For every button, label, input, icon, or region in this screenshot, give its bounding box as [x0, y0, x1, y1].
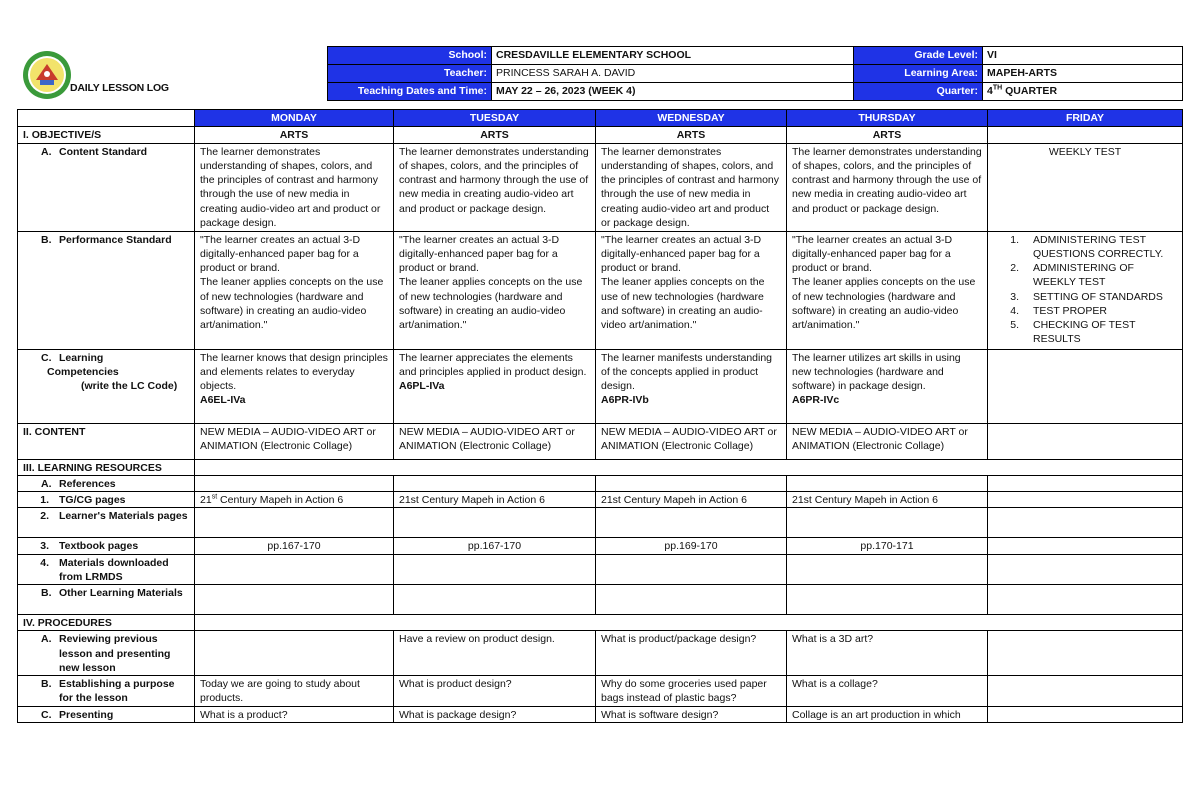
lrmds-label	[18, 554, 195, 585]
purpose-wednesday: Why do some groceries used paper bags instead of plastic bags?	[596, 676, 787, 707]
textbook-label	[18, 538, 195, 554]
list-text: TEST PROPER	[1033, 304, 1107, 317]
day-monday: MONDAY	[195, 110, 394, 127]
other-materials-row	[18, 585, 1183, 615]
quarter-text: QUARTER	[1002, 85, 1058, 98]
row-number: 1.	[40, 494, 49, 507]
list-number: 5.	[1010, 319, 1019, 332]
list-number: 4.	[1010, 304, 1019, 317]
review-monday	[195, 631, 394, 676]
objectives-section-label: I. OBJECTIVE/S	[18, 127, 195, 143]
other-materials-label	[18, 585, 195, 615]
competency-tuesday	[394, 349, 596, 423]
lc-code: A6PR-IVc	[792, 394, 840, 407]
teacher-label: Teacher:	[328, 65, 492, 83]
competency-text: The learner manifests understanding of the concepts applied in product design.	[601, 351, 773, 393]
procedures-section-label: IV. PROCEDURES	[18, 615, 195, 631]
list-item	[993, 290, 1177, 304]
ps-part2: The leaner applies concepts on the use of new technologies (hardware and software) in creating an audio-video art/animation."	[200, 276, 384, 332]
presenting-wednesday: What is software design?	[596, 707, 787, 723]
performance-standard-wednesday	[596, 231, 787, 349]
learners-wednesday	[596, 508, 787, 538]
row-number: 3.	[40, 540, 49, 553]
weekly-test-steps-list	[993, 233, 1177, 347]
list-number: 1.	[1010, 233, 1019, 246]
content-section-label: II. CONTENT	[18, 423, 195, 459]
row-label: Materials downloaded from LRMDS	[59, 556, 169, 583]
row-label: Learning	[59, 351, 104, 364]
content-standard-friday: WEEKLY TEST	[988, 143, 1183, 231]
learners-friday	[988, 508, 1183, 538]
quarter-value	[983, 83, 1183, 101]
resources-section-label: III. LEARNING RESOURCES	[18, 459, 195, 475]
row-letter: A.	[41, 477, 52, 490]
purpose-friday	[988, 676, 1183, 707]
content-standard-thursday: The learner demonstrates understanding of shapes, colors, and the principles of contrast and harmony through the use of new media in creating audio-video art and product or package design.	[787, 143, 988, 231]
content-wednesday: NEW MEDIA – AUDIO-VIDEO ART or ANIMATION (Electronic Collage)	[596, 423, 787, 459]
presenting-monday: What is a product?	[195, 707, 394, 723]
purpose-monday: Today we are going to study about products.	[195, 676, 394, 707]
row-number: 2.	[40, 510, 49, 523]
row-number: 4.	[40, 556, 49, 569]
subject-friday	[988, 127, 1183, 143]
review-friday	[988, 631, 1183, 676]
competency-text: The learner knows that design principles and elements relates to everyday objects.	[200, 351, 388, 393]
content-standard-tuesday: The learner demonstrates understanding of shapes, colors, and the principles of contrast and harmony through the use of new media in creating audio-video art and product or package design.	[394, 143, 596, 231]
row-label: Performance Standard	[59, 233, 172, 246]
objectives-row	[18, 127, 1183, 143]
row-letter: B.	[41, 233, 52, 246]
subject-thursday: ARTS	[787, 127, 988, 143]
learning-area-label: Learning Area:	[854, 65, 983, 83]
content-standard-monday: The learner demonstrates understanding of shapes, colors, and the principles of contrast and harmony through the use of new media in creating audio-video art and product or package design.	[195, 143, 394, 231]
references-friday	[988, 475, 1183, 491]
lc-code: A6PR-IVb	[601, 394, 649, 407]
day-tuesday: TUESDAY	[394, 110, 596, 127]
presenting-tuesday: What is package design?	[394, 707, 596, 723]
performance-standard-friday	[988, 231, 1183, 349]
tgcg-ordinal-suffix: st	[211, 493, 218, 501]
presenting-row	[18, 707, 1183, 723]
day-thursday: THURSDAY	[787, 110, 988, 127]
lc-code: A6EL-IVa	[200, 394, 246, 407]
list-number: 3.	[1010, 290, 1019, 303]
competency-monday	[195, 349, 394, 423]
competency-friday	[988, 349, 1183, 423]
list-item	[993, 318, 1177, 347]
procedures-section-span	[195, 615, 1183, 631]
competency-thursday	[787, 349, 988, 423]
lrmds-monday	[195, 554, 394, 585]
subject-monday: ARTS	[195, 127, 394, 143]
row-letter: C.	[41, 351, 52, 364]
ps-part1: "The learner creates an actual 3-D digitally-enhanced paper bag for a product or brand.	[200, 233, 361, 275]
row-label: References	[59, 477, 116, 490]
review-label	[18, 631, 195, 676]
days-header-blank	[18, 110, 195, 127]
presenting-label	[18, 707, 195, 723]
learners-materials-row	[18, 508, 1183, 538]
list-item	[993, 304, 1177, 318]
presenting-friday	[988, 707, 1183, 723]
references-row	[18, 475, 1183, 491]
resources-section-span	[195, 459, 1183, 475]
references-tuesday	[394, 475, 596, 491]
row-letter: A.	[41, 633, 52, 646]
performance-standard-label	[18, 231, 195, 349]
content-tuesday: NEW MEDIA – AUDIO-VIDEO ART or ANIMATION (Electronic Collage)	[394, 423, 596, 459]
procedures-section-row	[18, 615, 1183, 631]
learners-thursday	[787, 508, 988, 538]
lesson-log-table	[17, 109, 1183, 723]
presenting-thursday: Collage is an art production in which	[787, 707, 988, 723]
grade-label: Grade Level:	[854, 47, 983, 65]
references-monday	[195, 475, 394, 491]
lc-code: A6PL-IVa	[399, 380, 445, 393]
lrmds-friday	[988, 554, 1183, 585]
competency-text: The learner utilizes art skills in using new technologies (hardware and software) in package design.	[792, 351, 961, 393]
list-number: 2.	[1010, 262, 1019, 275]
school-info-table	[327, 46, 1183, 101]
tgcg-tuesday: 21st Century Mapeh in Action 6	[394, 492, 596, 508]
row-label: Textbook pages	[59, 540, 139, 553]
learners-materials-label	[18, 508, 195, 538]
purpose-tuesday: What is product design?	[394, 676, 596, 707]
content-standard-row	[18, 143, 1183, 231]
day-wednesday: WEDNESDAY	[596, 110, 787, 127]
review-tuesday: Have a review on product design.	[394, 631, 596, 676]
list-item	[993, 261, 1177, 290]
performance-standard-monday	[195, 231, 394, 349]
learners-monday	[195, 508, 394, 538]
textbook-tuesday: pp.167-170	[394, 538, 596, 554]
days-header-row	[18, 110, 1183, 127]
purpose-thursday: What is a collage?	[787, 676, 988, 707]
references-thursday	[787, 475, 988, 491]
ps-part2: The leaner applies concepts on the use of new technologies (hardware and software) in creating an audio-video art/animation."	[399, 276, 583, 332]
row-label: Reviewing previous lesson and presenting new lesson	[59, 633, 171, 674]
school-seal-logo	[22, 50, 72, 100]
other-thursday	[787, 585, 988, 615]
row-label: Learner's Materials pages	[59, 510, 188, 523]
competency-text: The learner appreciates the elements and principles applied in product design.	[399, 351, 587, 378]
row-letter: B.	[41, 587, 52, 600]
textbook-thursday: pp.170-171	[787, 538, 988, 554]
list-text: CHECKING OF TEST RESULTS	[1033, 319, 1136, 346]
ps-part1: "The learner creates an actual 3-D digitally-enhanced paper bag for a product or brand.	[792, 233, 953, 275]
performance-standard-thursday	[787, 231, 988, 349]
ps-part1: "The learner creates an actual 3-D digitally-enhanced paper bag for a product or brand.	[399, 233, 560, 275]
content-thursday: NEW MEDIA – AUDIO-VIDEO ART or ANIMATION (Electronic Collage)	[787, 423, 988, 459]
row-label: TG/CG pages	[59, 494, 126, 507]
other-tuesday	[394, 585, 596, 615]
list-text: ADMINISTERING OF WEEKLY TEST	[1033, 262, 1134, 289]
document-title: DAILY LESSON LOG	[70, 82, 169, 94]
ps-part2: The leaner applies concepts on the use of new technologies (hardware and software) in creating an audio-video art/animation."	[601, 276, 765, 332]
resources-section-row	[18, 459, 1183, 475]
subject-wednesday: ARTS	[596, 127, 787, 143]
row-label: Presenting	[59, 709, 114, 722]
competency-wednesday	[596, 349, 787, 423]
grade-value: VI	[983, 47, 1183, 65]
content-row	[18, 423, 1183, 459]
quarter-suffix: TH	[992, 84, 1003, 92]
performance-standard-row	[18, 231, 1183, 349]
school-label: School:	[328, 47, 492, 65]
performance-standard-tuesday	[394, 231, 596, 349]
lrmds-tuesday	[394, 554, 596, 585]
lrmds-wednesday	[596, 554, 787, 585]
list-item	[993, 233, 1177, 262]
row-label-line2: Competencies	[47, 365, 119, 378]
review-wednesday: What is product/package design?	[596, 631, 787, 676]
learning-area-value: MAPEH-ARTS	[983, 65, 1183, 83]
row-label: Content Standard	[59, 145, 148, 158]
teacher-value: PRINCESS SARAH A. DAVID	[492, 65, 854, 83]
tgcg-wednesday: 21st Century Mapeh in Action 6	[596, 492, 787, 508]
other-wednesday	[596, 585, 787, 615]
day-friday: FRIDAY	[988, 110, 1183, 127]
subject-tuesday: ARTS	[394, 127, 596, 143]
content-friday	[988, 423, 1183, 459]
lrmds-thursday	[787, 554, 988, 585]
tgcg-label	[18, 492, 195, 508]
dates-label: Teaching Dates and Time:	[328, 83, 492, 101]
textbook-row	[18, 538, 1183, 554]
row-label: Establishing a purpose for the lesson	[59, 678, 175, 705]
purpose-label	[18, 676, 195, 707]
lrmds-row	[18, 554, 1183, 585]
content-standard-wednesday: The learner demonstrates understanding of shapes, colors, and the principles of contrast and harmony through the use of new media in creating audio-video art and product or package design.	[596, 143, 787, 231]
tgcg-title: Century Mapeh in Action 6	[217, 494, 344, 507]
content-standard-label	[18, 143, 195, 231]
dates-value: MAY 22 – 26, 2023 (WEEK 4)	[492, 83, 854, 101]
textbook-wednesday: pp.169-170	[596, 538, 787, 554]
list-text: ADMINISTERING TEST QUESTIONS CORRECTLY.	[1033, 233, 1164, 260]
quarter-number: 4	[987, 85, 993, 98]
row-letter: C.	[41, 709, 52, 722]
learning-competencies-label	[18, 349, 195, 423]
row-letter: B.	[41, 678, 52, 691]
other-monday	[195, 585, 394, 615]
tgcg-row	[18, 492, 1183, 508]
row-label: Other Learning Materials	[59, 587, 183, 600]
purpose-row	[18, 676, 1183, 707]
list-text: SETTING OF STANDARDS	[1033, 290, 1163, 303]
content-monday: NEW MEDIA – AUDIO-VIDEO ART or ANIMATION (Electronic Collage)	[195, 423, 394, 459]
other-friday	[988, 585, 1183, 615]
tgcg-friday	[988, 492, 1183, 508]
row-letter: A.	[41, 145, 52, 158]
learners-tuesday	[394, 508, 596, 538]
ps-part1: "The learner creates an actual 3-D digitally-enhanced paper bag for a product or brand.	[601, 233, 762, 275]
row-label-line3: (write the LC Code)	[81, 380, 178, 393]
ps-part2: The leaner applies concepts on the use of new technologies (hardware and software) in creating an audio-video art/animation."	[792, 276, 976, 332]
school-value: CRESDAVILLE ELEMENTARY SCHOOL	[492, 47, 854, 65]
tgcg-monday	[195, 492, 394, 508]
review-row	[18, 631, 1183, 676]
tgcg-thursday: 21st Century Mapeh in Action 6	[787, 492, 988, 508]
references-label	[18, 475, 195, 491]
textbook-friday	[988, 538, 1183, 554]
tgcg-ordinal: 21	[200, 494, 212, 507]
references-wednesday	[596, 475, 787, 491]
learning-competencies-row	[18, 349, 1183, 423]
textbook-monday: pp.167-170	[195, 538, 394, 554]
review-thursday: What is a 3D art?	[787, 631, 988, 676]
quarter-label: Quarter:	[854, 83, 983, 101]
